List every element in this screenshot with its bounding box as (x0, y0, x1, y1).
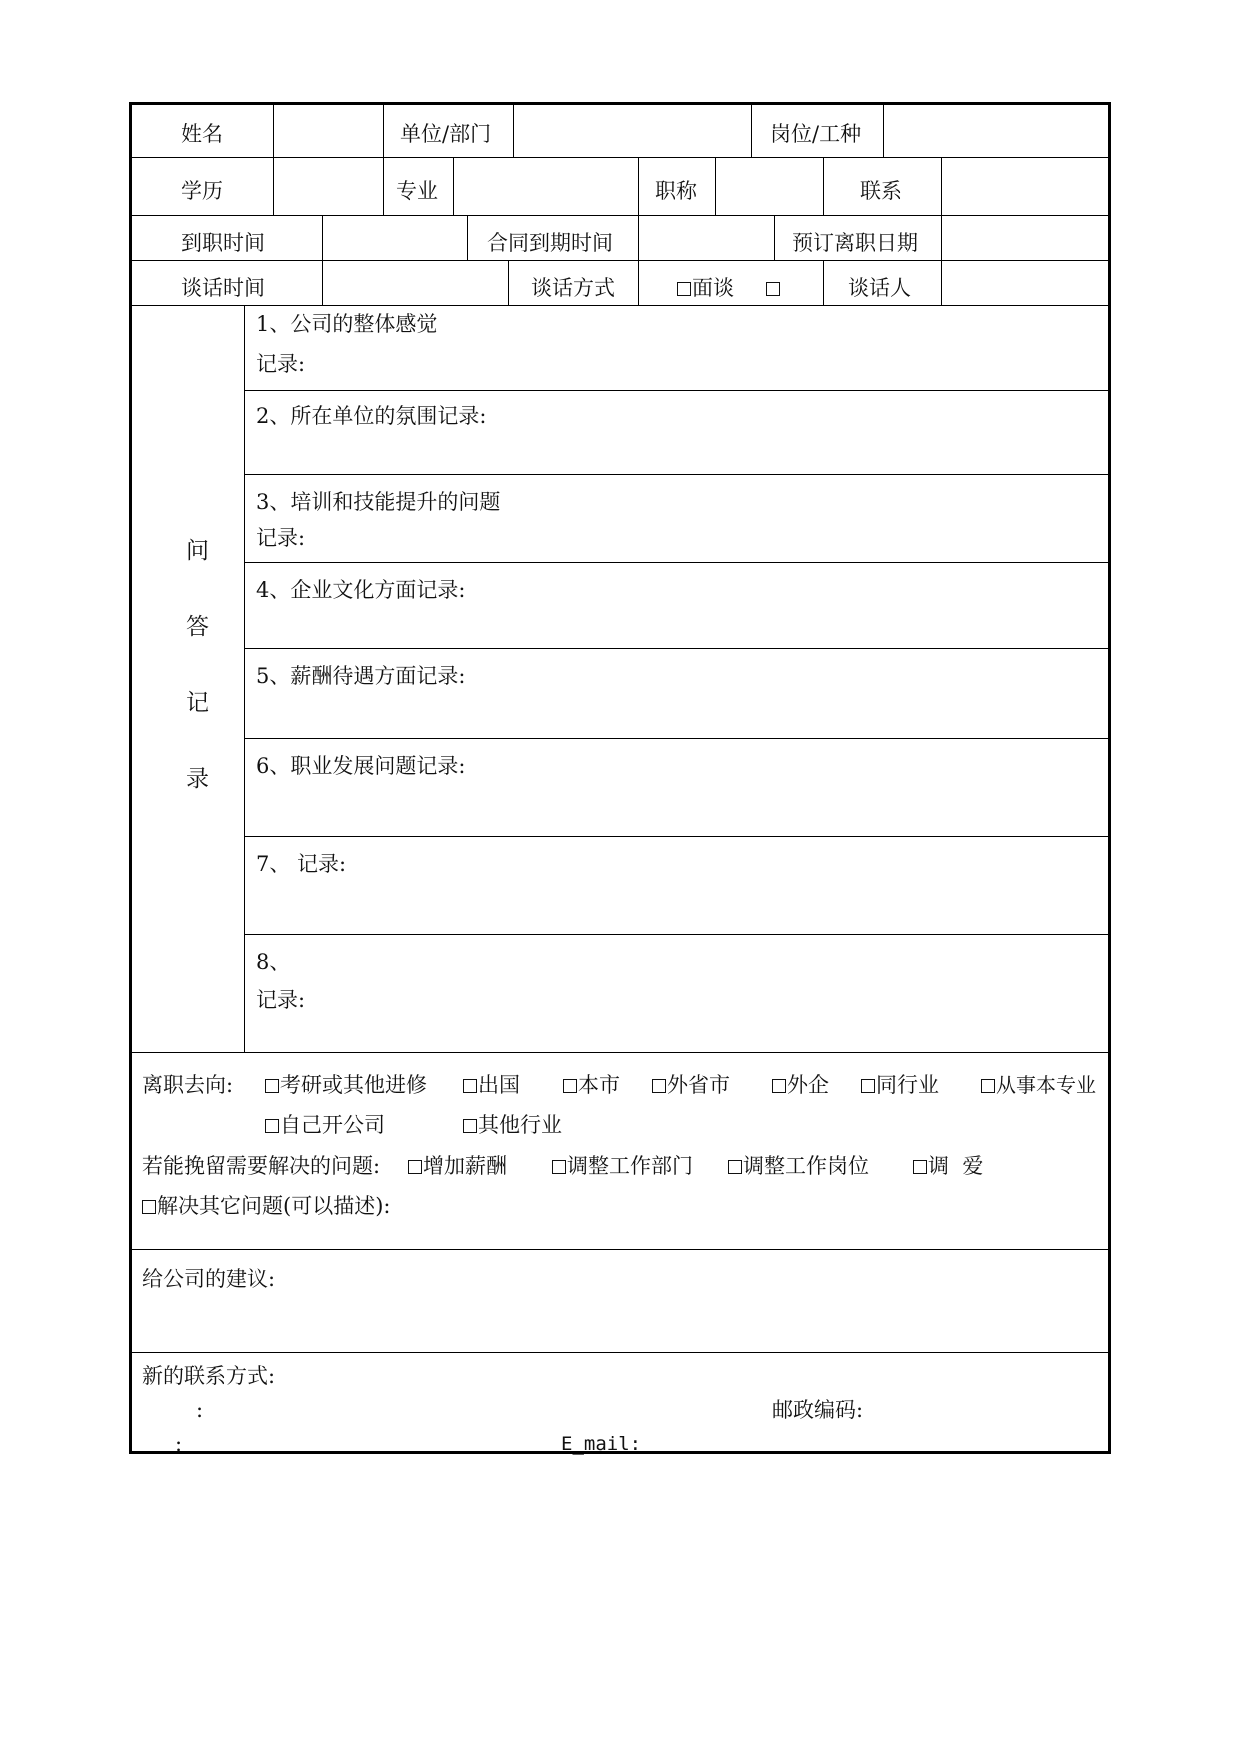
talk-method-other-option[interactable] (766, 275, 781, 301)
col-divider (508, 260, 509, 305)
qa-question-4: 4、企业文化方面记录: (256, 578, 466, 602)
new-contact-colon: : (196, 1398, 204, 1422)
direction-option[interactable]: 外省市 (652, 1072, 730, 1098)
row-divider (129, 1249, 1111, 1250)
col-divider (715, 157, 716, 215)
email-label: E_mail: (561, 1433, 642, 1455)
qa-record-8: 记录: (256, 988, 306, 1012)
row-divider (244, 390, 1111, 391)
row-divider (244, 562, 1111, 563)
checkbox-icon[interactable] (677, 282, 691, 296)
qa-record-1: 记录: (256, 352, 306, 376)
direction-option[interactable]: 从事本专业 (981, 1072, 1096, 1098)
advice-label: 给公司的建议: (142, 1267, 276, 1291)
title-label: 职称 (655, 179, 697, 203)
direction-option[interactable]: 同行业 (861, 1072, 939, 1098)
row-divider (244, 836, 1111, 837)
col-divider (322, 260, 323, 305)
col-divider (638, 215, 639, 260)
col-divider (453, 157, 454, 215)
checkbox-icon[interactable] (981, 1079, 995, 1093)
row-divider (129, 215, 1111, 216)
qa-question-2: 2、所在单位的氛围记录: (256, 404, 487, 428)
edu-label: 学历 (181, 179, 223, 203)
row-divider (244, 738, 1111, 739)
post-label: 岗位/工种 (770, 122, 862, 146)
col-divider (941, 215, 942, 260)
direction-option[interactable]: 外企 (772, 1072, 829, 1098)
dept-label: 单位/部门 (400, 122, 492, 146)
row-divider (129, 260, 1111, 261)
row-divider (129, 157, 1111, 158)
name-label: 姓名 (181, 122, 223, 146)
col-divider (513, 102, 514, 157)
col-divider (383, 102, 384, 157)
new-contact-label: 新的联系方式: (142, 1364, 276, 1388)
retain-option[interactable]: 解决其它问题(可以描述): (142, 1193, 390, 1219)
checkbox-icon[interactable] (861, 1079, 875, 1093)
col-divider (273, 157, 274, 215)
qa-question-3: 3、培训和技能提升的问题 (256, 490, 501, 514)
checkbox-icon[interactable] (552, 1160, 566, 1174)
col-divider (638, 260, 639, 305)
row-divider (129, 1352, 1111, 1353)
checkbox-icon[interactable] (463, 1119, 477, 1133)
qa-question-1: 1、公司的整体感觉 (256, 312, 438, 336)
qa-side-label-char: 记 (186, 690, 209, 716)
new-contact-colon: : (175, 1432, 183, 1456)
checkbox-icon[interactable] (913, 1160, 927, 1174)
checkbox-icon[interactable] (142, 1200, 156, 1214)
col-divider (823, 260, 824, 305)
col-divider (383, 157, 384, 215)
col-divider (883, 102, 884, 157)
row-divider (244, 474, 1111, 475)
qa-question-8: 8、 (256, 950, 291, 974)
retain-option[interactable]: 调整工作岗位 (728, 1153, 869, 1179)
checkbox-icon[interactable] (766, 282, 780, 296)
postcode-label: 邮政编码: (772, 1398, 864, 1422)
talk-time-label: 谈话时间 (181, 276, 265, 300)
qa-side-label-char: 问 (186, 538, 209, 564)
talk-method-face-option[interactable]: 面谈 (677, 275, 734, 301)
col-divider (774, 215, 775, 260)
col-divider (751, 102, 752, 157)
col-divider (244, 305, 245, 1052)
interviewer-label: 谈话人 (848, 276, 911, 300)
row-divider (129, 305, 1111, 306)
col-divider (941, 260, 942, 305)
checkbox-icon[interactable] (728, 1160, 742, 1174)
checkbox-icon[interactable] (265, 1079, 279, 1093)
qa-question-5: 5、薪酬待遇方面记录: (256, 664, 466, 688)
checkbox-icon[interactable] (772, 1079, 786, 1093)
contract-end-label: 合同到期时间 (487, 231, 613, 255)
qa-question-7: 7、 记录: (256, 852, 347, 876)
qa-question-6: 6、职业发展问题记录: (256, 754, 466, 778)
leave-date-label: 预订离职日期 (792, 231, 918, 255)
qa-side-label-char: 答 (186, 614, 209, 640)
contact-label: 联系 (860, 179, 902, 203)
retain-option[interactable]: 调整工作部门 (552, 1153, 693, 1179)
talk-method-label: 谈话方式 (531, 276, 615, 300)
row-divider (244, 648, 1111, 649)
col-divider (273, 102, 274, 157)
direction-label: 离职去向: (142, 1073, 234, 1097)
checkbox-icon[interactable] (265, 1119, 279, 1133)
row-divider (244, 934, 1111, 935)
col-divider (823, 157, 824, 215)
qa-side-label-char: 录 (186, 766, 209, 792)
checkbox-icon[interactable] (408, 1160, 422, 1174)
checkbox-icon[interactable] (652, 1079, 666, 1093)
row-divider (129, 1052, 1111, 1053)
hire-date-label: 到职时间 (181, 231, 265, 255)
col-divider (638, 157, 639, 215)
retain-option[interactable]: 调 爱 (913, 1153, 983, 1179)
retain-label: 若能挽留需要解决的问题: (142, 1154, 381, 1178)
major-label: 专业 (396, 179, 438, 203)
retain-option[interactable]: 增加薪酬 (408, 1153, 507, 1179)
direction-option[interactable]: 其他行业 (463, 1112, 562, 1138)
direction-option[interactable]: 本市 (563, 1072, 620, 1098)
col-divider (467, 215, 468, 260)
checkbox-icon[interactable] (563, 1079, 577, 1093)
col-divider (941, 157, 942, 215)
col-divider (322, 215, 323, 260)
direction-option[interactable]: 自己开公司 (265, 1112, 385, 1138)
direction-option[interactable]: 考研或其他进修 (265, 1072, 427, 1098)
qa-record-3: 记录: (256, 526, 306, 550)
direction-option[interactable]: 出国 (463, 1072, 520, 1098)
checkbox-icon[interactable] (463, 1079, 477, 1093)
